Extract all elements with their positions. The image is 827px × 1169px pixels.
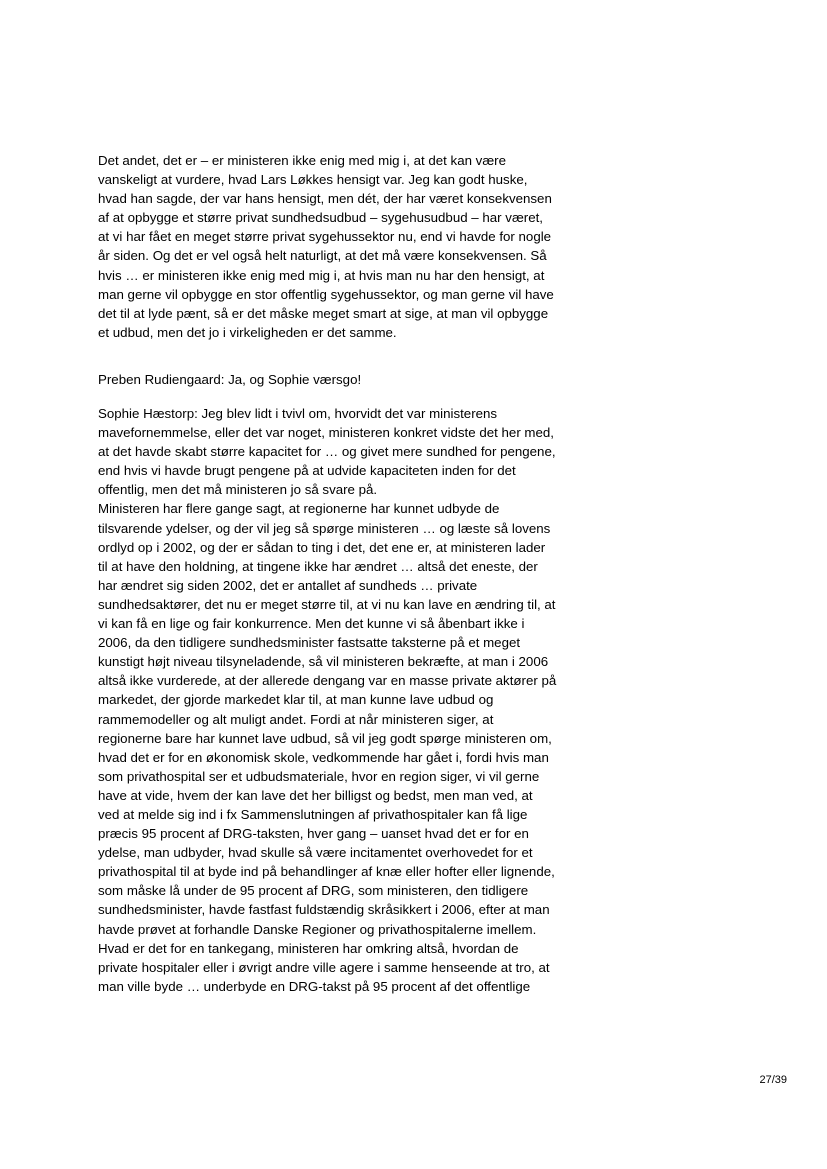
text-line: Preben Rudiengaard: Ja, og Sophie værsgo! (98, 372, 362, 387)
text-line: regionerne bare har kunnet lave udbud, så vil jeg godt spørge ministeren om, (98, 730, 552, 746)
text-line: mavefornemmelse, eller det var noget, ministeren konkret vidste det her med, (98, 425, 554, 441)
text-line: tilsvarende ydelser, og der vil jeg så spørge ministeren … og læste så lovens (98, 520, 551, 536)
text-line: Det andet, det er – er ministeren ikke enig med mig i, at det kan være (98, 153, 506, 168)
text-line: vi kan få en lige og fair konkurrence. Men det kunne vi så åbenbart ikke i (98, 616, 525, 632)
text-line: ved at melde sig ind i fx Sammenslutningen af privathospitaler kan få lige (98, 806, 528, 822)
text-line: kunstigt højt niveau tilsyneladende, så vil ministeren bekræfte, at man i 2006 (98, 654, 549, 670)
text-line: sundhedsaktører, det nu er meget større til, at vi nu kan lave en ændring til, at (98, 596, 556, 612)
text-line: at det havde skabt større kapacitet for … og givet mere sundhed for pengene, (98, 444, 556, 460)
text-line: har ændret sig siden 2002, det er antallet af sundheds … private (98, 577, 478, 593)
paragraph-minister-question (98, 151, 598, 342)
text-line: hvis … er ministeren ikke enig med mig i, at hvis man nu har den hensigt, at (98, 267, 545, 283)
text-line: af at opbygge et større privat sundhedsudbud – sygehusudbud – har været, (98, 210, 543, 226)
text-line: til at have den holdning, at tingene ikke har ændret … altså det eneste, der (98, 558, 538, 574)
text-line: 2006, da den tidligere sundhedsminister fastsatte taksterne på et meget (98, 635, 521, 651)
text-line: som privathospital ser et udbudsmateriale, hvor en region siger, vi vil gerne (98, 768, 540, 784)
text-line: markedet, der gjorde markedet klar til, at man kunne lave udbud og (98, 692, 494, 708)
text-line: sundhedsminister, havde fastfast fuldstændig skråsikkert i 2006, efter at man (98, 902, 550, 918)
text-line: rammemodeller og alt muligt andet. Fordi at når ministeren siger, at (98, 711, 494, 727)
paragraph-sophie-haestorp (98, 404, 598, 996)
paragraph-chair-remark (98, 370, 598, 389)
text-line: præcis 95 procent af DRG-taksten, hver gang – uanset hvad det er for en (98, 826, 529, 842)
text-line: hvad det er for en økonomisk skole, vedkommende har gået i, fordi hvis man (98, 749, 549, 765)
text-line: at vi har fået en meget større privat sygehussektor nu, end vi havde for nogle (98, 229, 552, 245)
text-line: Hvad er det for en tankegang, ministeren har omkring altså, hvordan de (98, 940, 519, 956)
text-line: hvad han sagde, der var hans hensigt, men dét, der har været konsekvensen (98, 191, 552, 207)
text-line: år siden. Og det er vel også helt naturligt, at det må være konsekvensen. Så (98, 248, 547, 264)
text-line: Sophie Hæstorp: Jeg blev lidt i tvivl om, hvorvidt det var ministerens (98, 406, 498, 421)
text-line: end hvis vi havde brugt pengene på at udvide kapaciteten inden for det (98, 463, 516, 479)
text-line: man ville byde … underbyde en DRG-takst på 95 procent af det offentlige (98, 978, 531, 994)
text-line: have at vide, hvem der kan lave det her billigst og bedst, men man ved, at (98, 787, 533, 803)
text-line: private hospitaler eller i øvrigt andre ville agere i samme henseende at tro, at (98, 959, 550, 975)
text-line: det til at lyde pænt, så er det måske meget smart at sige, at man vil opbygge (98, 305, 549, 321)
text-line: man gerne vil opbygge en stor offentlig sygehussektor, og man gerne vil have (98, 286, 554, 302)
text-line: Ministeren har flere gange sagt, at regionerne har kunnet udbyde de (98, 501, 500, 517)
text-line: privathospital til at byde ind på behandlinger af knæ eller hofter eller lignende, (98, 864, 555, 880)
text-line: altså ikke vurderede, at der allerede dengang var en masse private aktører på (98, 673, 557, 689)
text-line: offentlig, men det må ministeren jo så svare på. (98, 482, 378, 498)
text-line: ordlyd op i 2002, og der er sådan to ting i det, det ene er, at ministeren lader (98, 539, 546, 555)
text-line: et udbud, men det jo i virkeligheden er det samme. (98, 324, 397, 340)
page-number: 27/39 (759, 1074, 787, 1086)
text-line: vanskeligt at vurdere, hvad Lars Løkkes hensigt var. Jeg kan godt huske, (98, 172, 528, 188)
text-line: ydelse, man udbyder, hvad skulle så være incitamentet overhovedet for et (98, 845, 533, 861)
text-line: som måske lå under de 95 procent af DRG, som ministeren, den tidligere (98, 883, 529, 899)
text-line: havde prøvet at forhandle Danske Regioner og privathospitalerne imellem. (98, 921, 537, 937)
